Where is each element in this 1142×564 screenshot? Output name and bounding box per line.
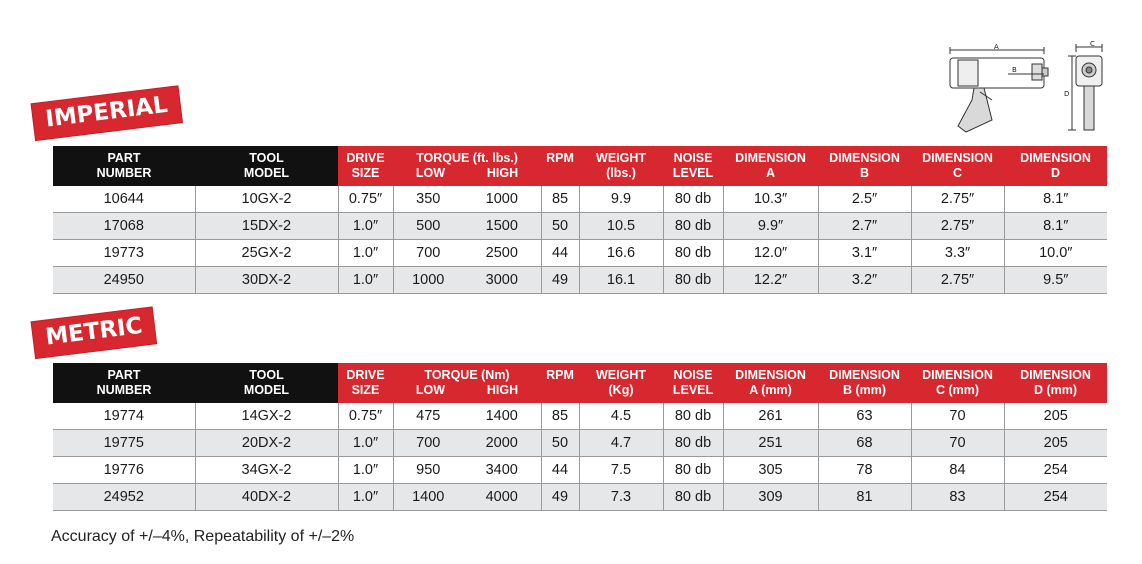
table-row [53, 457, 1107, 484]
cell-part-number: 19774 [53, 403, 195, 430]
metric-spec-table [53, 363, 1107, 511]
table-row [53, 430, 1107, 457]
cell-noise-level: 80 db [663, 240, 723, 267]
cell-torque-low: 475 [393, 403, 463, 430]
cell-noise-level: 80 db [663, 430, 723, 457]
header-part-number: PART NUMBER [53, 146, 195, 186]
header-dimension-b: DIMENSION B (mm) [818, 363, 911, 403]
table-header-row [53, 146, 1107, 186]
cell-dimension-c: 2.75″ [911, 267, 1004, 294]
cell-dimension-a: 261 [723, 403, 818, 430]
cell-dimension-b: 68 [818, 430, 911, 457]
cell-rpm: 85 [541, 186, 579, 213]
cell-noise-level: 80 db [663, 484, 723, 511]
cell-weight: 16.1 [579, 267, 663, 294]
cell-dimension-c: 70 [911, 403, 1004, 430]
cell-part-number: 24952 [53, 484, 195, 511]
imperial-badge: IMPERIAL [32, 86, 182, 140]
header-tool-model: TOOL MODEL [195, 146, 338, 186]
dim-label-a: A [994, 43, 999, 51]
cell-dimension-c: 70 [911, 430, 1004, 457]
cell-rpm: 49 [541, 267, 579, 294]
header-rpm: RPM [541, 146, 579, 186]
cell-rpm: 85 [541, 403, 579, 430]
cell-weight: 9.9 [579, 186, 663, 213]
header-dimension-b: DIMENSION B [818, 146, 911, 186]
header-weight: WEIGHT (lbs.) [579, 146, 663, 186]
table-row [53, 484, 1107, 511]
cell-dimension-d: 254 [1004, 457, 1107, 484]
cell-drive-size: 1.0″ [338, 430, 393, 457]
cell-dimension-b: 3.2″ [818, 267, 911, 294]
cell-torque-low: 950 [393, 457, 463, 484]
cell-dimension-a: 10.3″ [723, 186, 818, 213]
cell-torque-low: 350 [393, 186, 463, 213]
table-header-row [53, 363, 1107, 403]
dim-label-d: D [1064, 90, 1070, 98]
header-tool-model: TOOL MODEL [195, 363, 338, 403]
cell-dimension-c: 3.3″ [911, 240, 1004, 267]
header-rpm: RPM [541, 363, 579, 403]
cell-part-number: 10644 [53, 186, 195, 213]
cell-dimension-d: 205 [1004, 430, 1107, 457]
cell-torque-high: 1000 [463, 186, 541, 213]
cell-torque-low: 700 [393, 240, 463, 267]
cell-rpm: 44 [541, 240, 579, 267]
cell-torque-low: 1400 [393, 484, 463, 511]
cell-rpm: 44 [541, 457, 579, 484]
accuracy-footnote: Accuracy of +/–4%, Repeatability of +/–2% [51, 528, 355, 545]
table-row [53, 186, 1107, 213]
cell-torque-high: 3000 [463, 267, 541, 294]
table-row [53, 267, 1107, 294]
cell-dimension-b: 2.7″ [818, 213, 911, 240]
cell-torque-high: 2500 [463, 240, 541, 267]
header-weight: WEIGHT (Kg) [579, 363, 663, 403]
header-drive-size: DRIVE SIZE [338, 363, 393, 403]
table-row [53, 213, 1107, 240]
header-noise-level: NOISE LEVEL [663, 363, 723, 403]
dim-label-c: C [1090, 40, 1095, 48]
cell-drive-size: 0.75″ [338, 186, 393, 213]
header-dimension-c: DIMENSION C (mm) [911, 363, 1004, 403]
cell-weight: 10.5 [579, 213, 663, 240]
cell-torque-high: 3400 [463, 457, 541, 484]
cell-noise-level: 80 db [663, 213, 723, 240]
cell-drive-size: 1.0″ [338, 267, 393, 294]
header-drive-size: DRIVE SIZE [338, 146, 393, 186]
cell-torque-high: 2000 [463, 430, 541, 457]
dim-label-b: B [1012, 66, 1017, 74]
cell-torque-high: 1400 [463, 403, 541, 430]
cell-weight: 7.3 [579, 484, 663, 511]
cell-dimension-b: 78 [818, 457, 911, 484]
cell-part-number: 19776 [53, 457, 195, 484]
cell-dimension-a: 9.9″ [723, 213, 818, 240]
cell-drive-size: 1.0″ [338, 240, 393, 267]
cell-dimension-a: 12.2″ [723, 267, 818, 294]
cell-dimension-a: 12.0″ [723, 240, 818, 267]
table-row [53, 240, 1107, 267]
cell-noise-level: 80 db [663, 186, 723, 213]
header-noise-level: NOISE LEVEL [663, 146, 723, 186]
header-dimension-c: DIMENSION C [911, 146, 1004, 186]
cell-part-number: 19775 [53, 430, 195, 457]
cell-dimension-a: 251 [723, 430, 818, 457]
header-torque: TORQUE (Nm) LOW HIGH [393, 363, 541, 403]
cell-weight: 16.6 [579, 240, 663, 267]
cell-rpm: 49 [541, 484, 579, 511]
cell-noise-level: 80 db [663, 403, 723, 430]
cell-tool-model: 20DX-2 [195, 430, 338, 457]
tool-dimension-diagram [936, 40, 1116, 140]
cell-dimension-d: 9.5″ [1004, 267, 1107, 294]
header-dimension-d: DIMENSION D [1004, 146, 1107, 186]
cell-dimension-a: 309 [723, 484, 818, 511]
cell-dimension-b: 2.5″ [818, 186, 911, 213]
cell-tool-model: 10GX-2 [195, 186, 338, 213]
cell-tool-model: 15DX-2 [195, 213, 338, 240]
cell-tool-model: 30DX-2 [195, 267, 338, 294]
cell-torque-low: 700 [393, 430, 463, 457]
header-torque: TORQUE (ft. lbs.) LOW HIGH [393, 146, 541, 186]
metric-badge: METRIC [32, 307, 157, 358]
header-dimension-a: DIMENSION A [723, 146, 818, 186]
cell-dimension-d: 205 [1004, 403, 1107, 430]
cell-dimension-c: 84 [911, 457, 1004, 484]
cell-drive-size: 1.0″ [338, 213, 393, 240]
cell-torque-low: 500 [393, 213, 463, 240]
cell-tool-model: 25GX-2 [195, 240, 338, 267]
cell-torque-high: 4000 [463, 484, 541, 511]
table-row [53, 403, 1107, 430]
cell-noise-level: 80 db [663, 267, 723, 294]
cell-torque-low: 1000 [393, 267, 463, 294]
header-dimension-d: DIMENSION D (mm) [1004, 363, 1107, 403]
cell-weight: 7.5 [579, 457, 663, 484]
header-dimension-a: DIMENSION A (mm) [723, 363, 818, 403]
cell-dimension-a: 305 [723, 457, 818, 484]
cell-weight: 4.5 [579, 403, 663, 430]
cell-dimension-d: 254 [1004, 484, 1107, 511]
cell-part-number: 19773 [53, 240, 195, 267]
cell-part-number: 17068 [53, 213, 195, 240]
cell-dimension-b: 63 [818, 403, 911, 430]
cell-tool-model: 34GX-2 [195, 457, 338, 484]
cell-noise-level: 80 db [663, 457, 723, 484]
cell-tool-model: 14GX-2 [195, 403, 338, 430]
cell-dimension-c: 2.75″ [911, 186, 1004, 213]
cell-drive-size: 1.0″ [338, 457, 393, 484]
cell-tool-model: 40DX-2 [195, 484, 338, 511]
cell-dimension-d: 10.0″ [1004, 240, 1107, 267]
header-part-number: PART NUMBER [53, 363, 195, 403]
cell-part-number: 24950 [53, 267, 195, 294]
cell-dimension-d: 8.1″ [1004, 186, 1107, 213]
cell-dimension-c: 83 [911, 484, 1004, 511]
cell-rpm: 50 [541, 430, 579, 457]
cell-dimension-c: 2.75″ [911, 213, 1004, 240]
tool-handle [958, 88, 992, 132]
imperial-spec-table [53, 146, 1107, 294]
cell-dimension-d: 8.1″ [1004, 213, 1107, 240]
cell-drive-size: 0.75″ [338, 403, 393, 430]
cell-weight: 4.7 [579, 430, 663, 457]
cell-dimension-b: 81 [818, 484, 911, 511]
cell-drive-size: 1.0″ [338, 484, 393, 511]
cell-torque-high: 1500 [463, 213, 541, 240]
cell-rpm: 50 [541, 213, 579, 240]
cell-dimension-b: 3.1″ [818, 240, 911, 267]
